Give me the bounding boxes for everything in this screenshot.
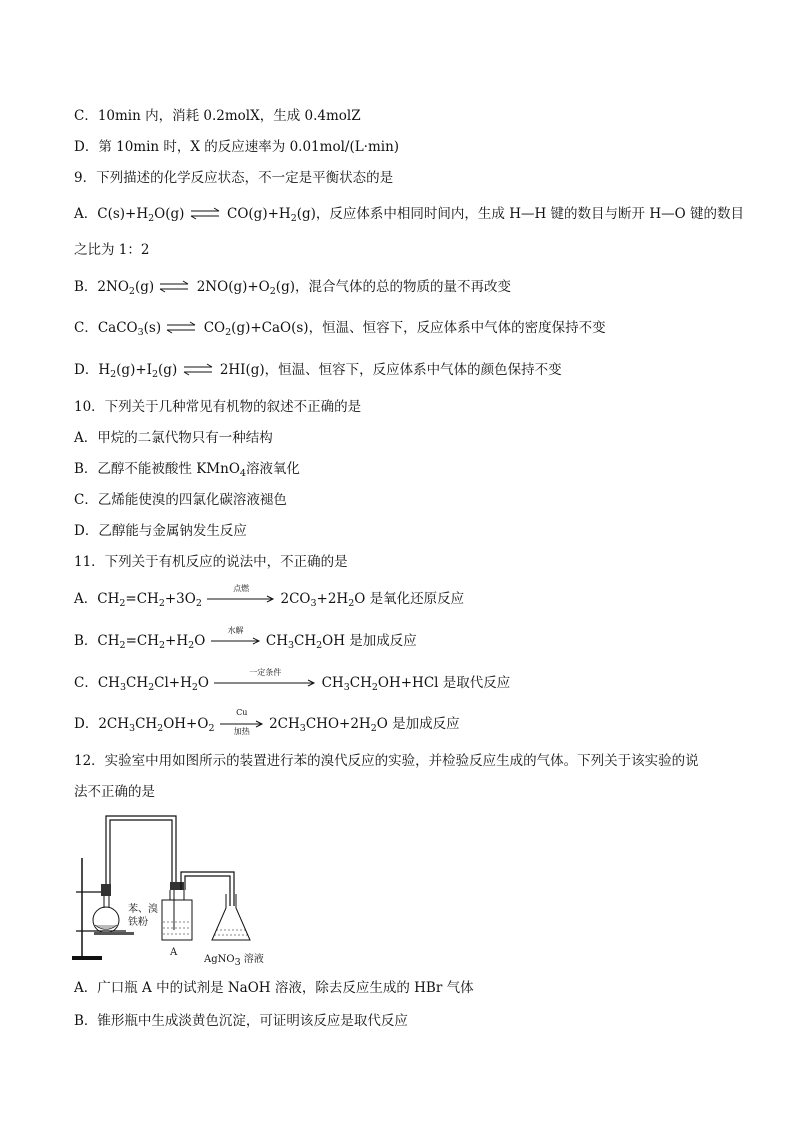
q10-option-d: D．乙醇能与金属钠发生反应 — [74, 523, 247, 539]
reaction-arrow: 水解 — [210, 634, 262, 650]
q11-option-a: A．$CH_2=CH_2+3O_2$ 点燃 $2CO_3+2H_2O$ 是氧化还原反应 — [74, 584, 465, 609]
q11-stem: 11．下列关于有机反应的说法中，不正确的是 — [74, 554, 348, 570]
q9-stem: 9．下列描述的化学反应状态，不一定是平衡状态的是 — [74, 170, 394, 186]
q10-stem: 10．下列关于几种常见有机物的叙述不正确的是 — [74, 399, 362, 415]
q9-option-d: D．$H_2(g)+I_2(g)$ 2HI(g)，恒温、恒容下，反应体系中气体的颜色保持不变 — [74, 362, 562, 380]
q12-stem: 12．实验室中用如图所示的装置进行苯的溴代反应的实验，并检验反应生成的气体。下列关于该实验的说 — [74, 753, 699, 769]
reaction-arrow: 点燃 — [206, 592, 276, 608]
reversible-arrow-icon — [165, 320, 199, 334]
q9-option-a: A．$C(s)+H_2O(g)$ $CO(g)+H_2(g)$，反应体系中相同时间内，生成 H—H 键的数目与断开 H—O 键的数目 — [74, 206, 744, 224]
label-bottle-a: A — [170, 947, 178, 958]
label-iron-powder: 铁粉 — [128, 917, 148, 928]
q12-stem-cont: 法不正确的是 — [74, 784, 155, 800]
q11-option-b: B．$CH_2=CH_2+H_2O$ 水解 $CH_3CH_2OH$ 是加成反应 — [74, 626, 417, 651]
q11-option-c: C．$CH_3CH_2Cl+H_2O$ 一定条件 $CH_3CH_2OH+HCl$ 是取代反应 — [74, 668, 511, 693]
reversible-arrow-icon — [158, 279, 192, 293]
q9-option-c: C．CaCO$_3$(s) $CO_2(g)+CaO(s)$，恒温、恒容下，反应体系中气体的密度保持不变 — [74, 320, 606, 338]
q10-option-b: B．乙醇不能被酸性 KMnO$_4$溶液氧化 — [74, 461, 300, 479]
q11-option-d: D．$2CH_3CH_2OH+O_2$ Cu 加热 $2CH_3CHO+2H_2O$ 是加成反应 — [74, 708, 460, 736]
q9-option-b: B．$2NO_2(g)$ $2NO(g)+O_2(g)$，混合气体的总的物质的量不再改变 — [74, 279, 511, 297]
q12-option-b: B．锥形瓶中生成淡黄色沉淀，可证明该反应是取代反应 — [74, 1013, 408, 1029]
reversible-arrow-icon — [189, 206, 223, 220]
q9-option-a-cont: 之比为 1：2 — [74, 242, 150, 258]
q8-option-d: D．第 10min 时，X 的反应速率为 0.01mol/(L·min) — [74, 139, 400, 155]
reaction-arrow: 一定条件 — [213, 676, 317, 692]
label-agno3-solution: AgNO3 溶液 — [204, 954, 264, 968]
label-reagents: 苯、溴 — [128, 904, 158, 915]
reversible-arrow-icon — [182, 362, 216, 376]
q12-option-a: A．广口瓶 A 中的试剂是 NaOH 溶液，除去反应生成的 HBr 气体 — [74, 980, 474, 996]
apparatus-drawing — [66, 808, 286, 968]
q10-option-c: C．乙烯能使溴的四氯化碳溶液褪色 — [74, 492, 287, 508]
reaction-arrow: Cu 加热 — [219, 717, 265, 733]
q8-option-c: C．10min 内，消耗 0.2molX，生成 0.4molZ — [74, 108, 361, 124]
q10-option-a: A．甲烷的二氯代物只有一种结构 — [74, 430, 273, 446]
apparatus-diagram — [66, 808, 286, 968]
